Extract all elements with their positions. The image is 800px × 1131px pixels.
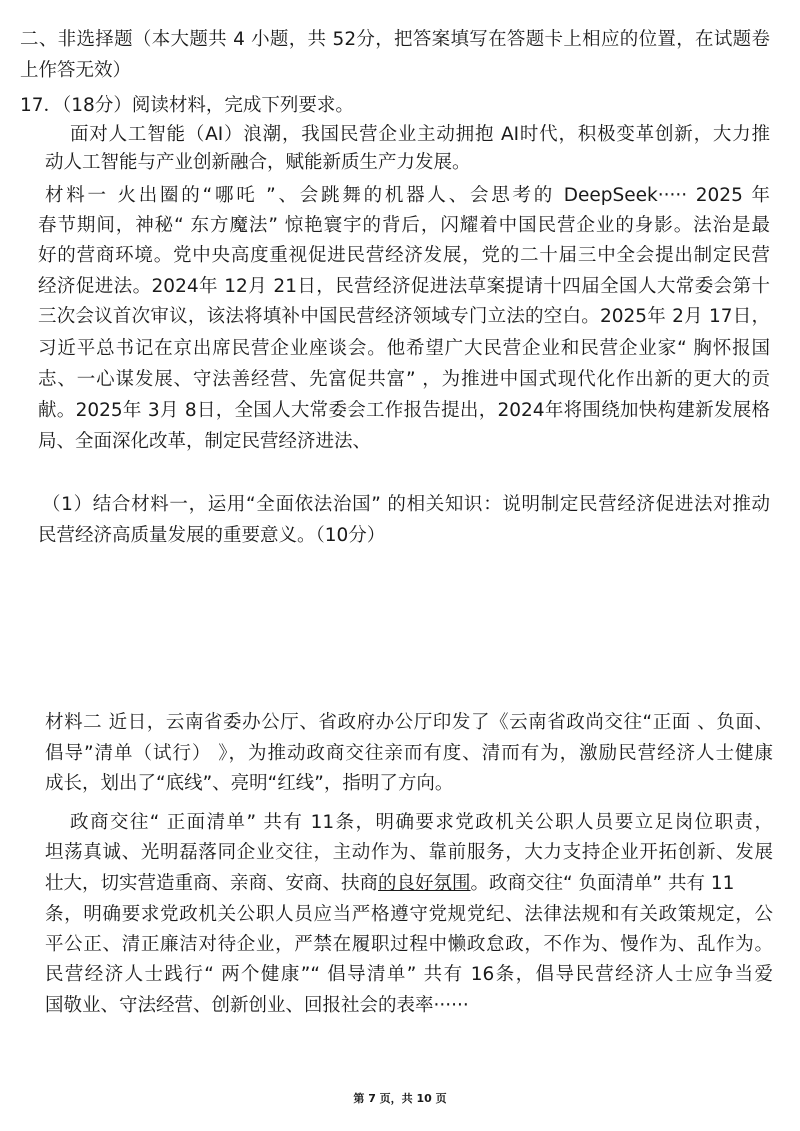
underlined-text: 的良好氛围 [378, 873, 471, 894]
material-line: 民营经济人士践行“ 两个健康”“ 倡导清单” 共有 16条，倡导民营经济人士应争当爱 [45, 964, 773, 985]
material-line: 材料一 火出圈的“哪吒 ”、会跳舞的机器人、会思考的 DeepSeek····· 2025 年 [45, 185, 770, 206]
question-title: 17．（18分）阅读材料，完成下列要求。 [20, 95, 354, 116]
material-line: 倡导”清单（试行） 》，为推动政商交往亲而有度、清而有为，激励民营经济人士健康 [45, 743, 773, 764]
material-line: 政商交往“ 正面清单” 共有 11条，明确要求党政机关公职人员要立足岗位职责， [70, 812, 773, 833]
material-line: 国敬业、守法经营、创新创业、回报社会的表率······ [45, 995, 469, 1016]
material-line: 经济促进法。2024年 12月 21日，民营经济促进法草案提请十四届全国人大常委会第十 [38, 276, 770, 297]
material-line: 志、一心谋发展、守法善经营、先富促共富” ，为推进中国式现代化作出新的更大的贡 [38, 369, 770, 390]
text: 壮大，切实营造重商、亲商、安商、扶商 [45, 873, 379, 894]
material-line: 习近平总书记在京出席民营企业座谈会。他希望广大民营企业和民营企业家“ 胸怀报国 [38, 338, 770, 359]
section-header-line: 上作答无效） [20, 60, 132, 81]
material-line: 坦荡真诚、光明磊落同企业交往，主动作为、靠前服务，大力支持企业开拓创新、发展 [45, 842, 773, 863]
material-line [45, 871, 734, 897]
material-line: 成长，划出了“底线”、亮明“红线”，指明了方向。 [45, 773, 454, 794]
section-header-line: 二、非选择题（本大题共 4 小题，共 52分，把答案填写在答题卡上相应的位置，在试题卷 [20, 29, 770, 50]
material-line: 材料二 近日，云南省委办公厅、省政府办公厅印发了《云南省政尚交往“正面 、负面、 [45, 712, 773, 733]
sub-question-line: 民营经济高质量发展的重要意义。（10分） [38, 525, 386, 546]
material-line: 局、全面深化改革，制定民营经济进法、 [38, 431, 372, 452]
sub-question-line: （1）结合材料一，运用“全面依法治国” 的相关知识：说明制定民营经济促进法对推动 [42, 494, 770, 515]
material-line: 好的营商环境。党中央高度重视促进民营经济发展，党的二十届三中全会提出制定民营 [38, 245, 770, 266]
text: 。政商交往“ 负面清单” 共有 11 [470, 873, 735, 894]
material-line: 献。2025年 3月 8日，全国人大常委会工作报告提出，2024年将围绕加快构建新发展格 [38, 400, 770, 421]
material-line: 春节期间，神秘“ 东方魔法” 惊艳寰宇的背后，闪耀着中国民营企业的身影。法治是最 [38, 215, 770, 236]
page-footer: 第 7 页，共 10 页 [353, 1092, 447, 1105]
material-line: 平公正、清正廉洁对待企业，严禁在履职过程中懒政怠政，不作为、慢作为、乱作为。 [45, 934, 773, 955]
material-line: 条，明确要求党政机关公职人员应当严格遵守党规党纪、法律法规和有关政策规定，公 [45, 904, 773, 925]
intro-line: 动人工智能与产业创新融合，赋能新质生产力发展。 [45, 152, 471, 173]
intro-line: 面对人工智能（AI）浪潮，我国民营企业主动拥抱 AI时代，积极变革创新，大力推 [70, 124, 770, 145]
material-line: 三次会议首次审议，该法将填补中国民营经济领域专门立法的空白。2025年 2月 17日， [38, 306, 770, 327]
